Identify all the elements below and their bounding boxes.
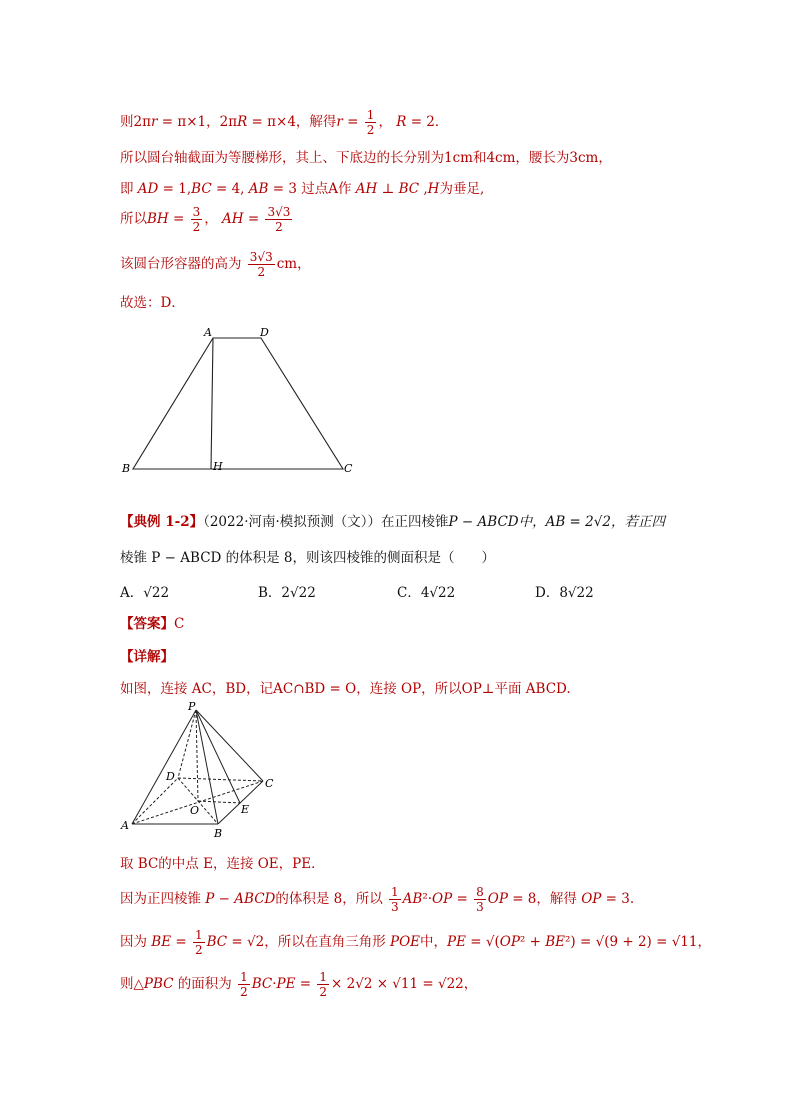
trapezoid-shape bbox=[133, 338, 343, 469]
choice-a[interactable]: A．√22 bbox=[120, 585, 170, 601]
label-A: A bbox=[204, 326, 212, 339]
label-C2: C bbox=[265, 777, 274, 790]
label-D2: D bbox=[166, 770, 175, 783]
answer-label: 【答案】 bbox=[120, 616, 174, 632]
answer-value: C bbox=[174, 616, 185, 632]
solution-line-4: 所以BH = $\frac{3}{2}$ ， AH = $\frac{3√3}{2}$ bbox=[120, 205, 291, 234]
example-tag: 【典例 1-2】 bbox=[120, 514, 204, 530]
detail-line-4: 因为 BE = $\frac{1}{2}$ BC = √2，所以在直角三角形 POE中，PE = √(OP² + BE²) = √(9 + 2) = √11， bbox=[120, 928, 711, 957]
example-question-part: P − ABCD中，AB = 2√2，若正四 bbox=[448, 514, 665, 530]
fraction-eight-thirds: $\frac{8}{3}$ bbox=[476, 885, 484, 914]
fraction-half-4: $\frac{1}{2}$ bbox=[319, 970, 328, 999]
fraction-height: $\frac{3√3}{2}$ bbox=[249, 250, 273, 279]
label-O: O bbox=[190, 804, 200, 817]
solution-line-2: 所以圆台轴截面为等腰梯形，其上、下底边的长分别为1cm和4cm，腰长为3cm， bbox=[120, 150, 612, 166]
label-P: P bbox=[188, 700, 196, 713]
solution-line-1: 则2πr = π×1，2πR = π×4，解得r = $\frac{1}{2}$ ， R = 2． bbox=[120, 108, 449, 137]
detail-line-2: 取 BC的中点 E，连接 OE，PE． bbox=[120, 856, 325, 872]
pyramid-figure bbox=[118, 700, 278, 840]
solution-line-6: 故选：D． bbox=[120, 295, 185, 311]
label-H: H bbox=[213, 460, 223, 473]
fraction-3sqrt3-2: $\frac{3√3}{2}$ bbox=[267, 205, 291, 234]
label-E: E bbox=[241, 803, 250, 816]
choice-d[interactable]: D．8√22 bbox=[535, 585, 594, 601]
fraction-half-2: $\frac{1}{2}$ bbox=[194, 928, 203, 957]
detail-line-1: 如图，连接 AC，BD，记AC∩BD = O，连接 OP，所以OP⊥平面 ABCD. bbox=[120, 681, 571, 697]
label-B2: B bbox=[214, 827, 223, 840]
fraction-3-2: $\frac{3}{2}$ bbox=[192, 205, 201, 234]
example-source: （2022·河南·模拟预测（文））在正四棱锥 bbox=[203, 514, 449, 530]
fraction-half: $\frac{1}{2}$ bbox=[366, 108, 375, 137]
fraction-one-third: $\frac{1}{3}$ bbox=[391, 885, 399, 914]
fraction-half-3: $\frac{1}{2}$ bbox=[240, 970, 248, 999]
label-D: D bbox=[260, 326, 269, 339]
choice-b[interactable]: B．2√22 bbox=[258, 585, 316, 601]
detail-line-3: 因为正四棱锥 P − ABCD的体积是 8，所以 $\frac{1}{3}$ AB²·OP = $\frac{8}{3}$ OP = 8，解得 OP = 3. bbox=[120, 885, 635, 914]
label-B: B bbox=[122, 462, 131, 475]
solution-line-5: 该圆台形容器的高为 $\frac{3√3}{2}$ cm， bbox=[120, 250, 311, 279]
label-C: C bbox=[344, 462, 353, 475]
trapezoid-figure bbox=[118, 322, 368, 477]
solution-line-3: 即 AD = 1,BC = 4, AB = 3 过点A作 AH ⊥ BC ,H为垂足, bbox=[120, 181, 485, 197]
label-A2: A bbox=[121, 819, 129, 832]
altitude-AH bbox=[211, 338, 213, 469]
example-question-line-1 bbox=[120, 510, 665, 530]
detail-label: 【详解】 bbox=[120, 649, 174, 665]
detail-line-5: 则△PBC 的面积为 $\frac{1}{2}$ BC·PE = $\frac{1}{2}$ × 2√2 × √11 = √22， bbox=[120, 970, 478, 999]
example-question-line-2: 棱锥 P − ABCD 的体积是 8，则该四棱锥的侧面积是（ ） bbox=[120, 550, 496, 566]
answer-line bbox=[120, 612, 184, 632]
choice-c[interactable]: C．4√22 bbox=[397, 585, 456, 601]
